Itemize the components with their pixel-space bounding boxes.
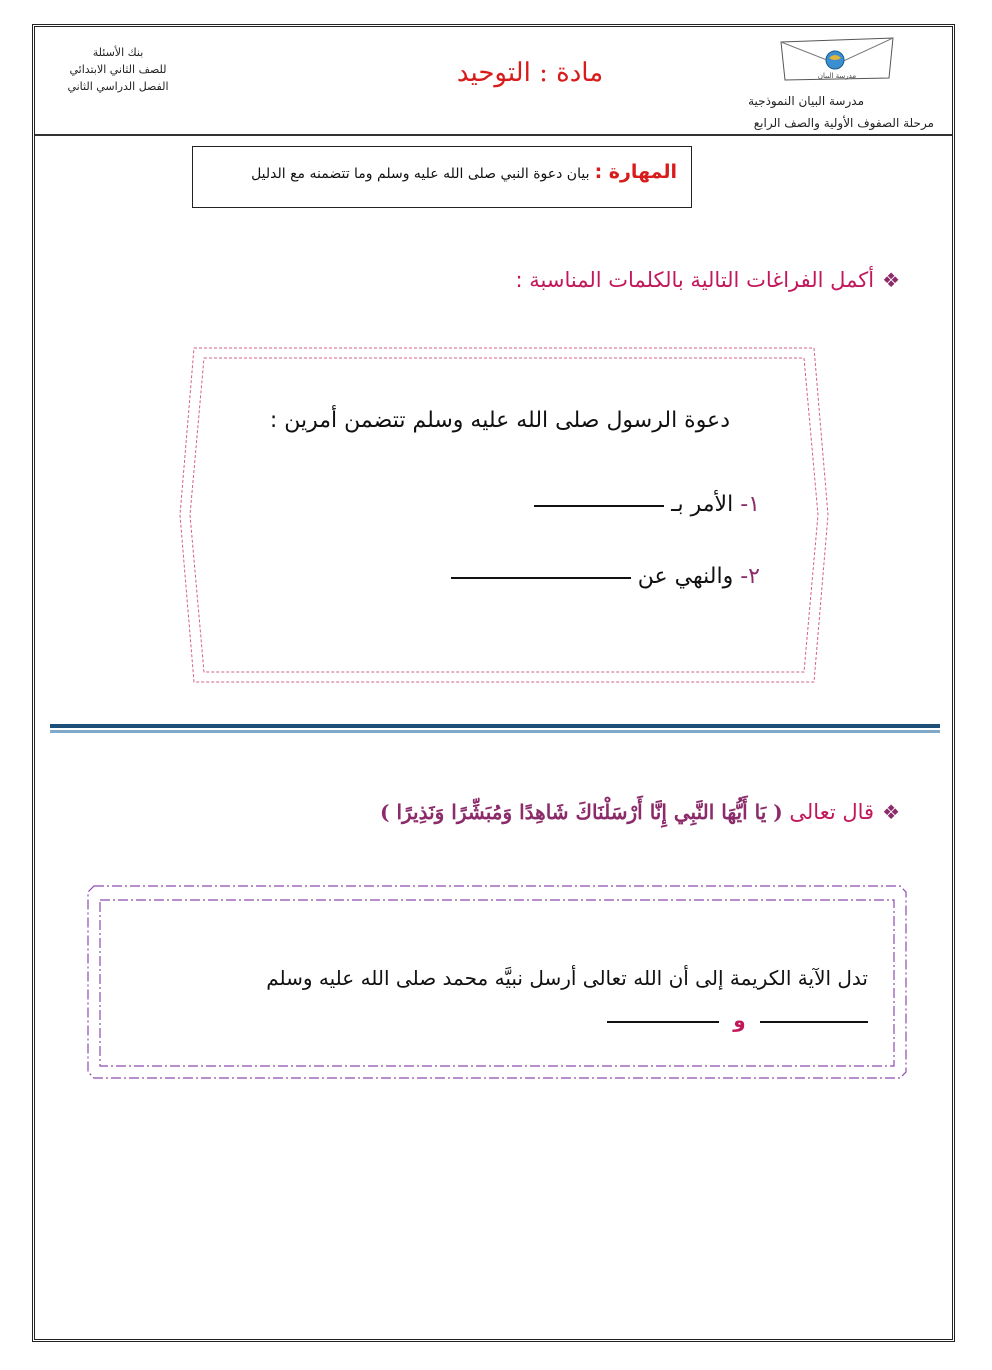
section-separator (50, 724, 940, 733)
diamond-bullet-icon: ❖ (882, 268, 900, 292)
item-2-number: ٢- (740, 564, 760, 589)
logo-text: مدرسة البيان (817, 72, 857, 80)
question-1-heading (516, 268, 900, 292)
question-1-intro: دعوة الرسول صلى الله عليه وسلم تتضمن أمرين : (269, 408, 730, 433)
item-1-number: ١- (740, 492, 760, 517)
bank-line-2: للصف الثاني الابتدائي (69, 63, 167, 76)
header-divider (35, 134, 952, 136)
question-2-statement: تدل الآية الكريمة إلى أن الله تعالى أرسل نبيَّه محمد صلى الله عليه وسلم (266, 966, 868, 990)
bank-line-3: الفصل الدراسي الثاني (67, 80, 169, 93)
school-name: مدرسة البيان النموذجية (748, 94, 864, 108)
school-stage: مرحلة الصفوف الأولية والصف الرابع (753, 116, 934, 130)
item-1-text: الأمر بـ (671, 492, 734, 517)
question-2-answer-line (607, 1008, 868, 1032)
item-2-text: والنهي عن (637, 564, 734, 589)
quran-verse: ( يَا أَيُّهَا النَّبِي إِنَّا أَرْسَلْنَاكَ شَاهِدًا وَمُبَشِّرًا وَنَذِيرًا ) (380, 800, 783, 824)
skill-label: المهارة : (594, 161, 677, 183)
item-1-blank[interactable] (534, 504, 664, 507)
verse-prefix: قال تعالى (789, 800, 875, 824)
bank-line-1: بنك الأسئلة (92, 46, 144, 59)
item-2-blank[interactable] (451, 576, 631, 579)
subject-title: مادة : التوحيد (456, 58, 604, 88)
question-1-heading-text: أكمل الفراغات التالية بالكلمات المناسبة : (515, 268, 875, 292)
school-logo (777, 34, 897, 84)
question-bank-info (58, 44, 178, 95)
answer-blank-2[interactable] (607, 1020, 719, 1023)
fill-item-2 (451, 564, 760, 589)
skill-box (192, 146, 692, 208)
question-2-heading (380, 800, 900, 824)
diamond-bullet-icon: ❖ (882, 800, 900, 824)
connector-waw: و (733, 1008, 746, 1032)
answer-blank-1[interactable] (760, 1020, 868, 1023)
skill-text: بيان دعوة النبي صلى الله عليه وسلم وما تتضمنه مع الدليل (251, 166, 590, 182)
fill-item-1 (534, 492, 760, 517)
